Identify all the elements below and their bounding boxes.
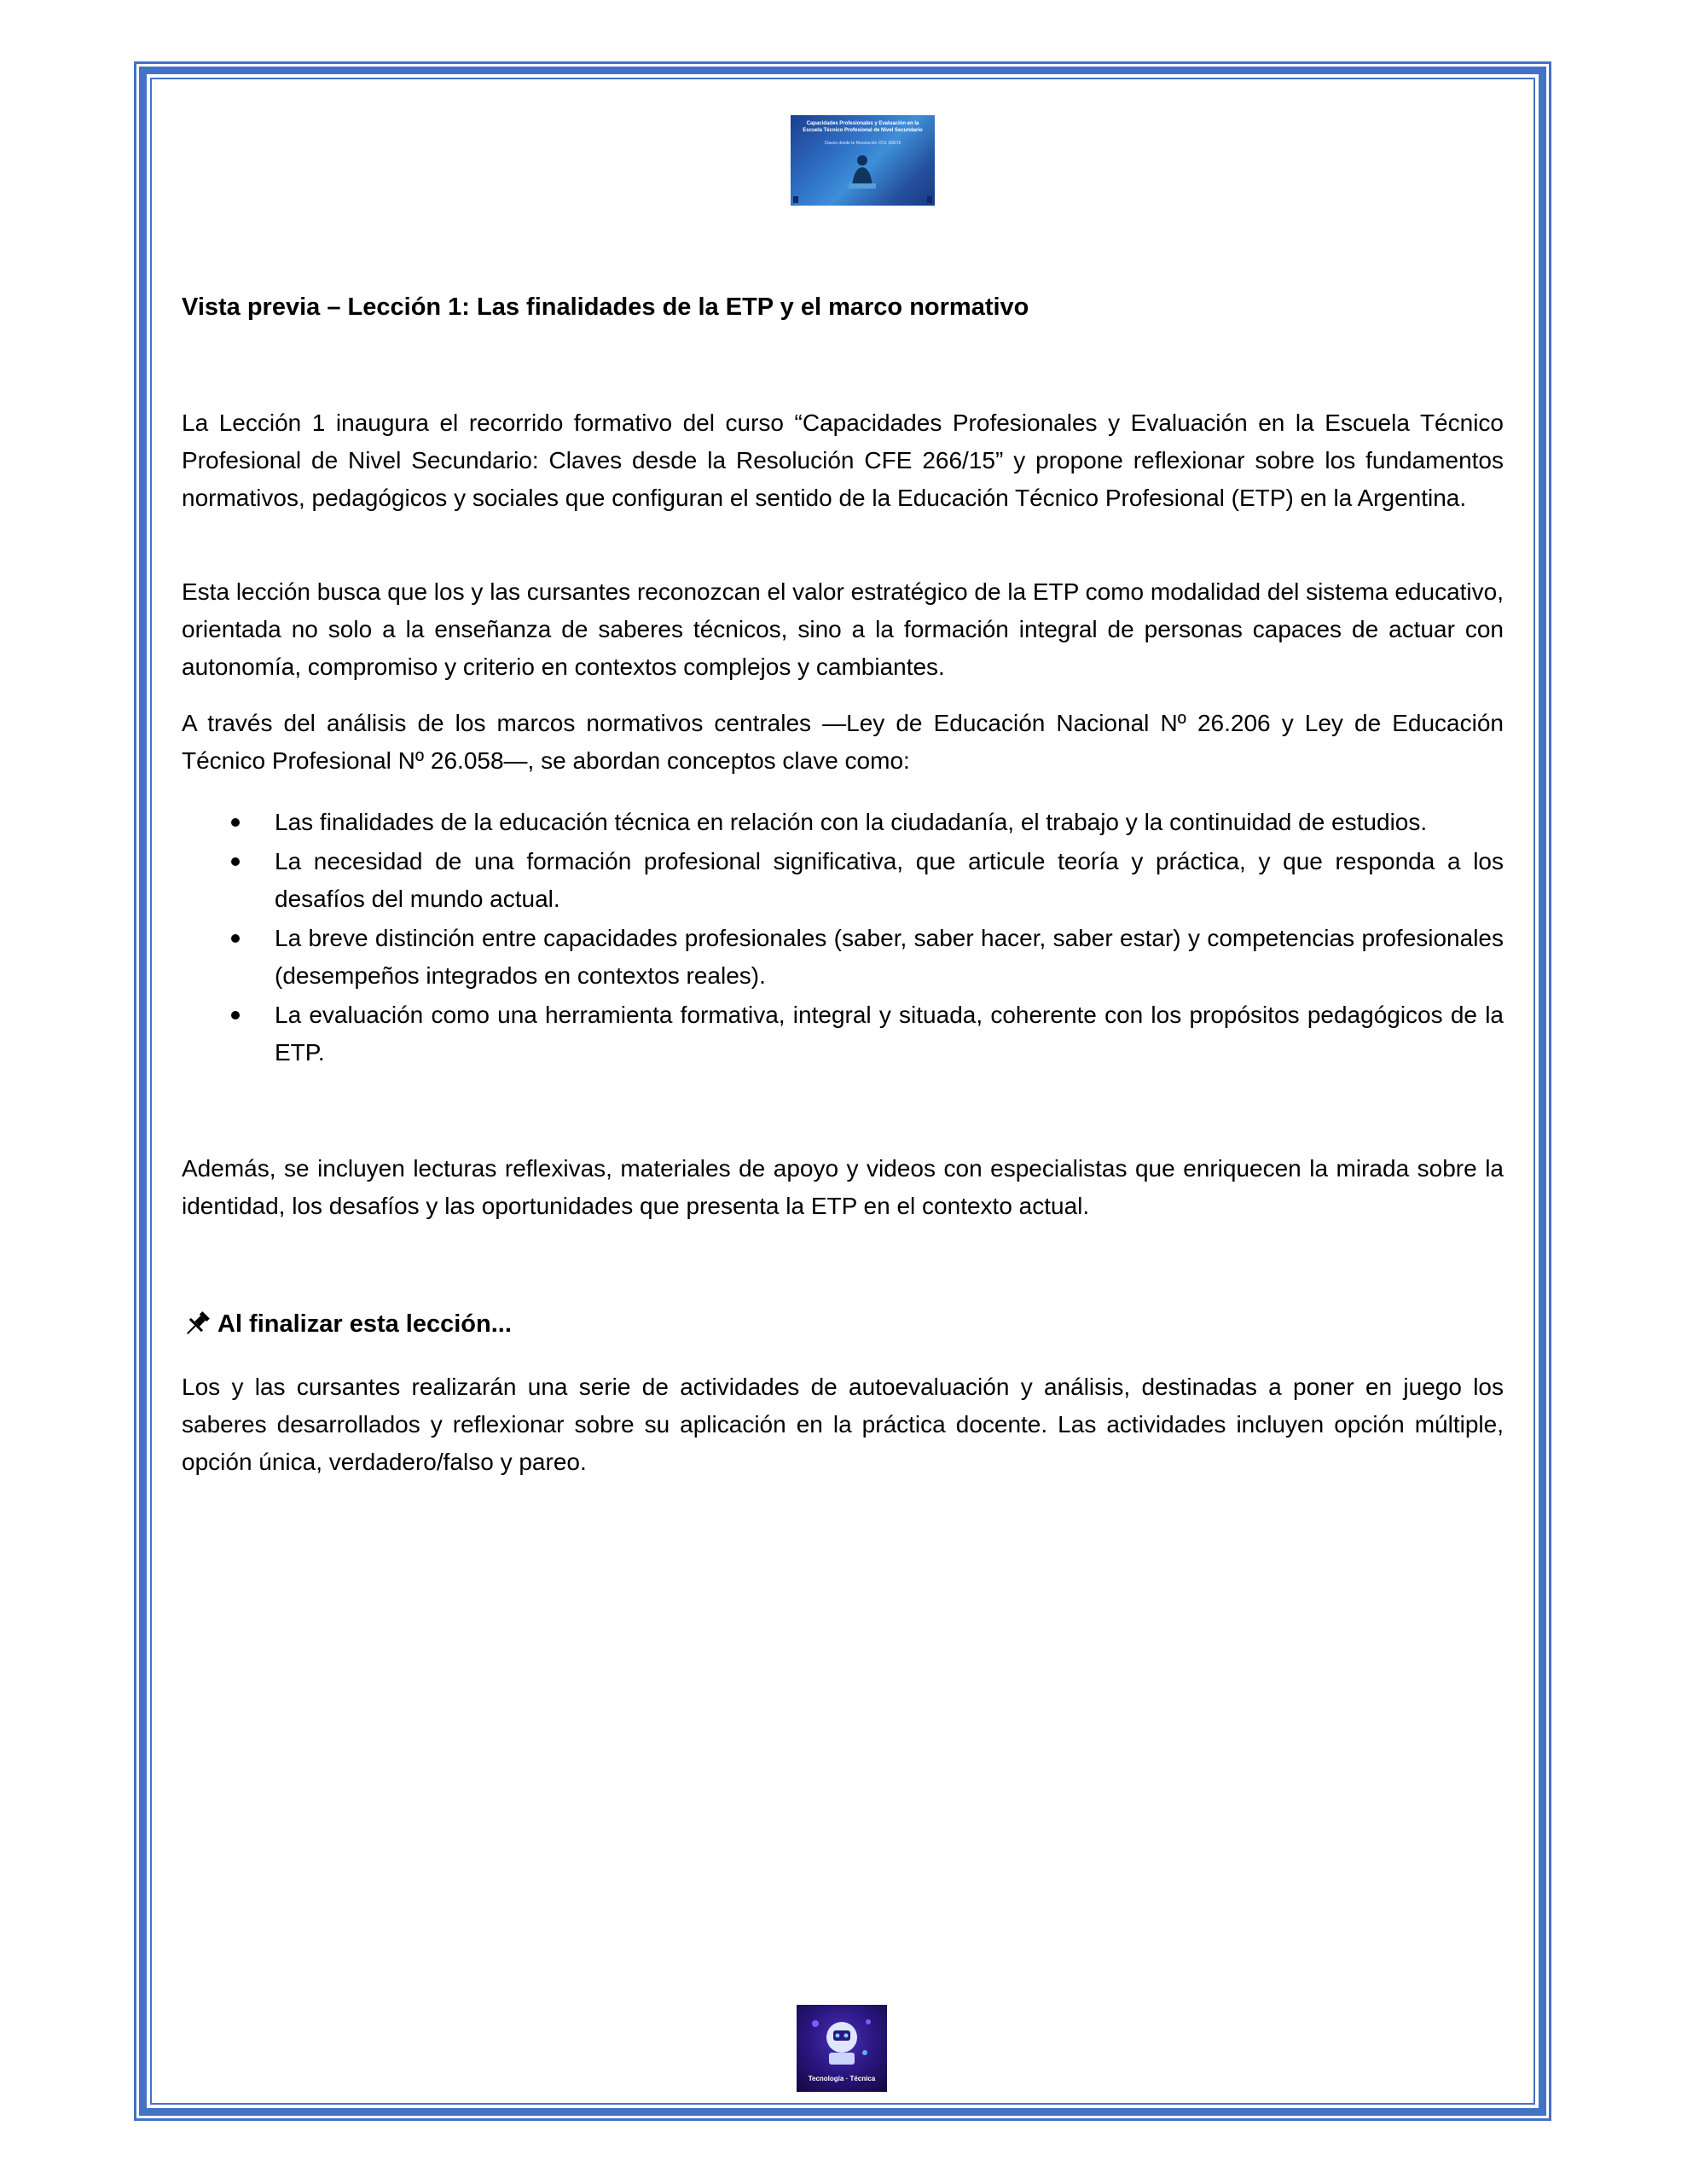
robot-mascot-icon <box>797 2005 887 2073</box>
page-border-inner <box>150 78 1535 2105</box>
list-item <box>182 920 1504 995</box>
resources-paragraph: Además, se incluyen lecturas reflexivas, materiales de apoyo y videos con especialistas que enriquecen la mirada sobre la identidad, los desafíos y las oportunidades que presenta la ETP en el contexto actual. <box>182 1155 1504 1219</box>
banner-person-illustration <box>847 153 878 190</box>
header-banner-image <box>791 115 935 206</box>
activities-paragraph: Los y las cursantes realizarán una serie de actividades de autoevaluación y análisis, destinadas a poner en juego los saberes desarrollados y reflexionar sobre su aplicación en la práctica docente. Las actividades incluyen opción múltiple, opción única, verdadero/falso y pareo. <box>182 1374 1504 1475</box>
bullet-icon <box>231 818 240 827</box>
list-item <box>182 804 1504 841</box>
list-item-text: Las finalidades de la educación técnica en relación con la ciudadanía, el trabajo y la continuidad de estudios. <box>275 809 1428 835</box>
objective-paragraph: Esta lección busca que los y las cursantes reconozcan el valor estratégico de la ETP como modalidad del sistema educativo, orientada no solo a la enseñanza de saberes técnicos, sino a la formación integral de personas capaces de actuar con autonomía, compromiso y criterio en contextos complejos y cambiantes. <box>182 578 1504 680</box>
framework-paragraph: A través del análisis de los marcos normativos centrales —Ley de Educación Nacional Nº 26.206 y Ley de Educación Técnico Profesional Nº 26.058—, se abordan conceptos clave como: <box>182 710 1504 774</box>
pushpin-icon <box>182 1309 212 1339</box>
banner-corner-mark-right <box>927 196 932 203</box>
document-title: Vista previa – Lección 1: Las finalidades de la ETP y el marco normativo <box>182 293 1029 321</box>
banner-corner-mark-left <box>793 196 798 203</box>
bullet-icon <box>231 934 240 943</box>
intro-paragraph: La Lección 1 inaugura el recorrido formativo del curso “Capacidades Profesionales y Evaluación en la Escuela Técnico Profesional de Nivel Secundario: Claves desde la Resolución CFE 266/15” y propone reflexionar sobre los fundamentos normativos, pedagógicos y sociales que configuran el sentido de la Educación Técnico Profesional (ETP) en la Argentina. <box>182 410 1504 511</box>
banner-subtitle: Claves desde la Resolución CFE 266/15 <box>824 141 901 146</box>
banner-title: Capacidades Profesionales y Evaluación en la Escuela Técnico Profesional de Nivel Secundario <box>803 121 923 133</box>
section-subheading <box>182 1307 1504 1341</box>
bullet-icon <box>231 857 240 866</box>
list-item <box>182 996 1504 1072</box>
list-item <box>182 843 1504 918</box>
list-item-text: La evaluación como una herramienta formativa, integral y situada, coherente con los propósitos pedagógicos de la ETP. <box>275 1002 1504 1066</box>
subheading-text: Al finalizar esta lección... <box>217 1310 512 1338</box>
list-item-text: La breve distinción entre capacidades profesionales (saber, saber hacer, saber estar) y competencias profesionales (desempeños integrados en contextos reales). <box>275 925 1504 989</box>
list-item-text: La necesidad de una formación profesional significativa, que articule teoría y práctica, y que responda a los desafíos del mundo actual. <box>275 848 1504 912</box>
logo-text: Tecnología · Técnica <box>808 2075 876 2082</box>
footer-logo <box>797 2005 887 2092</box>
key-concepts-list <box>182 804 1504 1073</box>
bullet-icon <box>231 1011 240 1019</box>
